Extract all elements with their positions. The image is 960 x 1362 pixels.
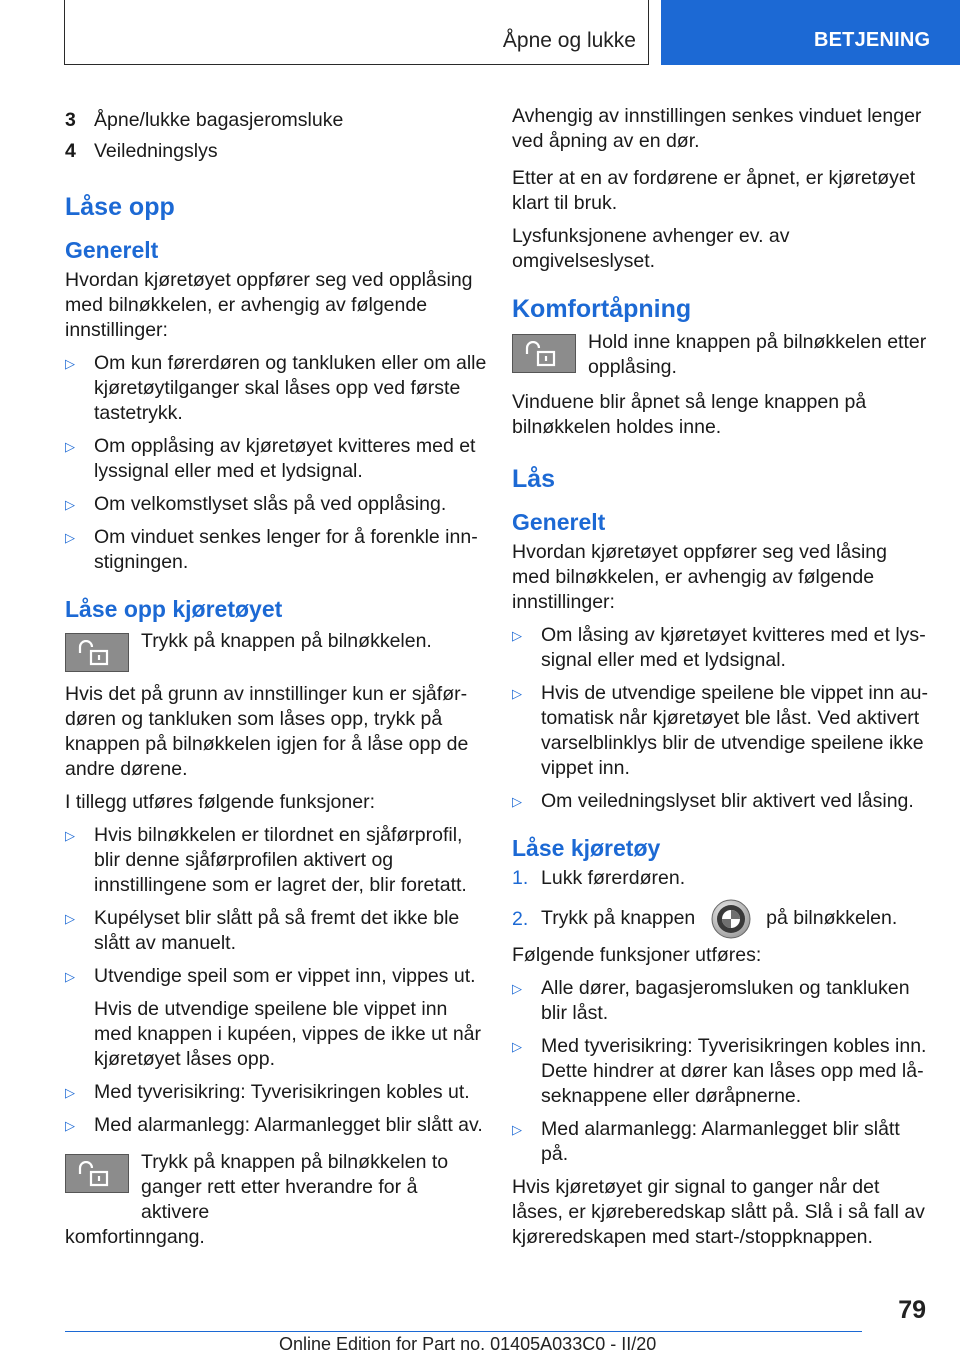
instruction-text: Trykk på knappen på bilnøkkelen.: [141, 630, 432, 652]
paragraph: I tillegg utføres følgende funksjoner:: [65, 791, 375, 813]
step-item: [512, 899, 930, 939]
triangle-bullet-icon: ▷: [512, 1122, 522, 1137]
heading-komfortapning: Komfortåpning: [512, 295, 692, 323]
bullet-item: ▷ Utvendige speil som er vippet inn, vippes ut.: [65, 965, 476, 987]
step-item: [512, 866, 930, 891]
paragraph: Etter at en av fordørene er åpnet, er kjøretøyet klart til bruk.: [512, 167, 916, 214]
instruction-text: Trykk på knappen på bilnøkkelen to ganger rett etter hverandre for å aktivere: [141, 1151, 449, 1223]
triangle-bullet-icon: ▷: [512, 1039, 522, 1054]
bullet-item: ▷ Hvis de utvendige speilene ble vippet inn automatisk når kjøretøyet ble låst. Ved aktivert varselblinklys blir de utvendige speilene ikke vippet inn.: [512, 682, 929, 779]
header-title: Åpne og lukke: [502, 29, 636, 52]
step-num: 1.: [512, 867, 529, 889]
bullet-item: ▷ Med tyverisikring: Tyverisikringen kobles inn. Dette hindrer at dører kan låses opp med låseknappene eller døråpnerne.: [512, 1035, 927, 1107]
bullet-item: ▷ Om opplåsing av kjøretøyet kvitteres med et lyssignal eller med et lydsignal.: [65, 435, 476, 482]
header-section: BETJENING: [814, 29, 931, 51]
triangle-bullet-icon: ▷: [65, 530, 75, 545]
legend-text: Åpne/lukke bagasjeromsluke: [94, 109, 344, 131]
triangle-bullet-icon: ▷: [65, 1118, 75, 1133]
triangle-bullet-icon: ▷: [512, 686, 522, 701]
legend-num: 3: [65, 109, 76, 131]
triangle-bullet-icon: ▷: [65, 356, 75, 371]
bullet-item: ▷ Med tyverisikring: Tyverisikringen kobles ut.: [65, 1081, 470, 1103]
bmw-logo-icon: [711, 899, 751, 939]
left-column: [65, 108, 487, 1258]
triangle-bullet-icon: ▷: [65, 828, 75, 843]
triangle-bullet-icon: ▷: [512, 981, 522, 996]
heading-lase-opp-kjoretoyet: Låse opp kjøretøyet: [65, 596, 283, 622]
legend-text: Veiledningslys: [94, 140, 218, 162]
icon-instruction: [65, 629, 487, 672]
triangle-bullet-icon: ▷: [512, 794, 522, 809]
indented-note: Hvis de utvendige speilene ble vippet inn med knappen i kupéen, vippes de ikke ut når kjøretøyet låses opp.: [94, 998, 482, 1070]
legend-item: [65, 108, 487, 133]
legend-num: 4: [65, 140, 76, 162]
bullet-item: ▷ Kupélyset blir slått på så fremt det ikke ble slått av manuelt.: [65, 907, 460, 954]
bullet-item: ▷ Om veiledningslyset blir aktivert ved låsing.: [512, 790, 914, 812]
heading-generelt: Generelt: [65, 237, 159, 263]
paragraph: Lysfunksjonene avhenger ev. av omgivelseslyset.: [512, 225, 790, 272]
bullet-item: ▷ Om vinduet senkes lenger for å forenkle innstigningen.: [65, 526, 478, 573]
header-title-box: [64, 0, 649, 65]
heading-las: Lås: [512, 465, 556, 493]
unlock-icon: [512, 334, 576, 373]
triangle-bullet-icon: ▷: [512, 628, 522, 643]
paragraph: Vinduene blir åpnet så lenge knappen på bilnøkkelen holdes inne.: [512, 391, 867, 438]
bullet-item: ▷ Med alarmanlegg: Alarmanlegget blir slått på.: [512, 1118, 900, 1165]
triangle-bullet-icon: ▷: [65, 439, 75, 454]
footer-divider: [65, 1331, 862, 1332]
legend-item: [65, 139, 487, 164]
paragraph: Hvis kjøretøyet gir signal to ganger når det låses, er kjøreberedskap slått på. Slå i så fall av kjøreredskapen med start-/stoppknappen.: [512, 1176, 925, 1248]
paragraph: Avhengig av innstillingen senkes vinduet lenger ved åpning av en dør.: [512, 105, 922, 152]
triangle-bullet-icon: ▷: [65, 1085, 75, 1100]
bullet-item: ▷ Om kun førerdøren og tankluken eller om alle kjøretøytilganger skal låses opp ved første tastetrykk.: [65, 352, 487, 424]
page-number: 79: [898, 1296, 926, 1324]
step-text: Trykk på knappen på bilnøkkelen.: [541, 899, 897, 939]
bullet-item: ▷ Hvis bilnøkkelen er tilordnet en sjåførprofil, blir denne sjåførprofilen aktivert og innstillingene som er lagret der, blir foretatt.: [65, 824, 467, 896]
right-column: [512, 104, 930, 1258]
icon-instruction: [65, 1150, 487, 1225]
bullet-item: ▷ Med alarmanlegg: Alarmanlegget blir slått av.: [65, 1114, 483, 1136]
unlock-icon: [65, 1154, 129, 1193]
icon-instruction: [512, 330, 930, 380]
bullet-item: ▷ Alle dører, bagasjeromsluken og tankluken blir låst.: [512, 977, 910, 1024]
bullet-item: ▷ Om velkomstlyset slås på ved opplåsing.: [65, 493, 447, 515]
paragraph: Følgende funksjoner utføres:: [512, 944, 762, 966]
step-text: Lukk førerdøren.: [541, 867, 686, 889]
step-num: 2.: [512, 907, 529, 930]
paragraph: Hvis det på grunn av innstillinger kun er sjåførdøren og tankluken som låses opp, trykk på knappen på bilnøkkelen igjen for å låse opp de andre dørene.: [65, 683, 469, 780]
bullet-item: ▷ Om låsing av kjøretøyet kvitteres med et lyssignal eller med et lydsignal.: [512, 624, 926, 671]
instruction-text: Hold inne knappen på bilnøkkelen etter opplåsing.: [588, 331, 927, 378]
heading-lase-opp: Låse opp: [65, 193, 175, 221]
heading-generelt: Generelt: [512, 509, 606, 535]
triangle-bullet-icon: ▷: [65, 911, 75, 926]
paragraph: Hvordan kjøretøyet oppfører seg ved opplåsing med bilnøkkelen, er avhengig av følgende innstillinger:: [65, 269, 473, 341]
paragraph: Hvordan kjøretøyet oppfører seg ved låsing med bilnøkkelen, er avhengig av følgende innstillinger:: [512, 541, 887, 613]
heading-lase-kjoretoy: Låse kjøretøy: [512, 835, 661, 861]
paragraph-continuation: komfortinngang.: [65, 1226, 205, 1248]
footer-edition: Online Edition for Part no. 01405A033C0 - II/20: [279, 1334, 657, 1354]
triangle-bullet-icon: ▷: [65, 969, 75, 984]
unlock-icon: [65, 633, 129, 672]
triangle-bullet-icon: ▷: [65, 497, 75, 512]
